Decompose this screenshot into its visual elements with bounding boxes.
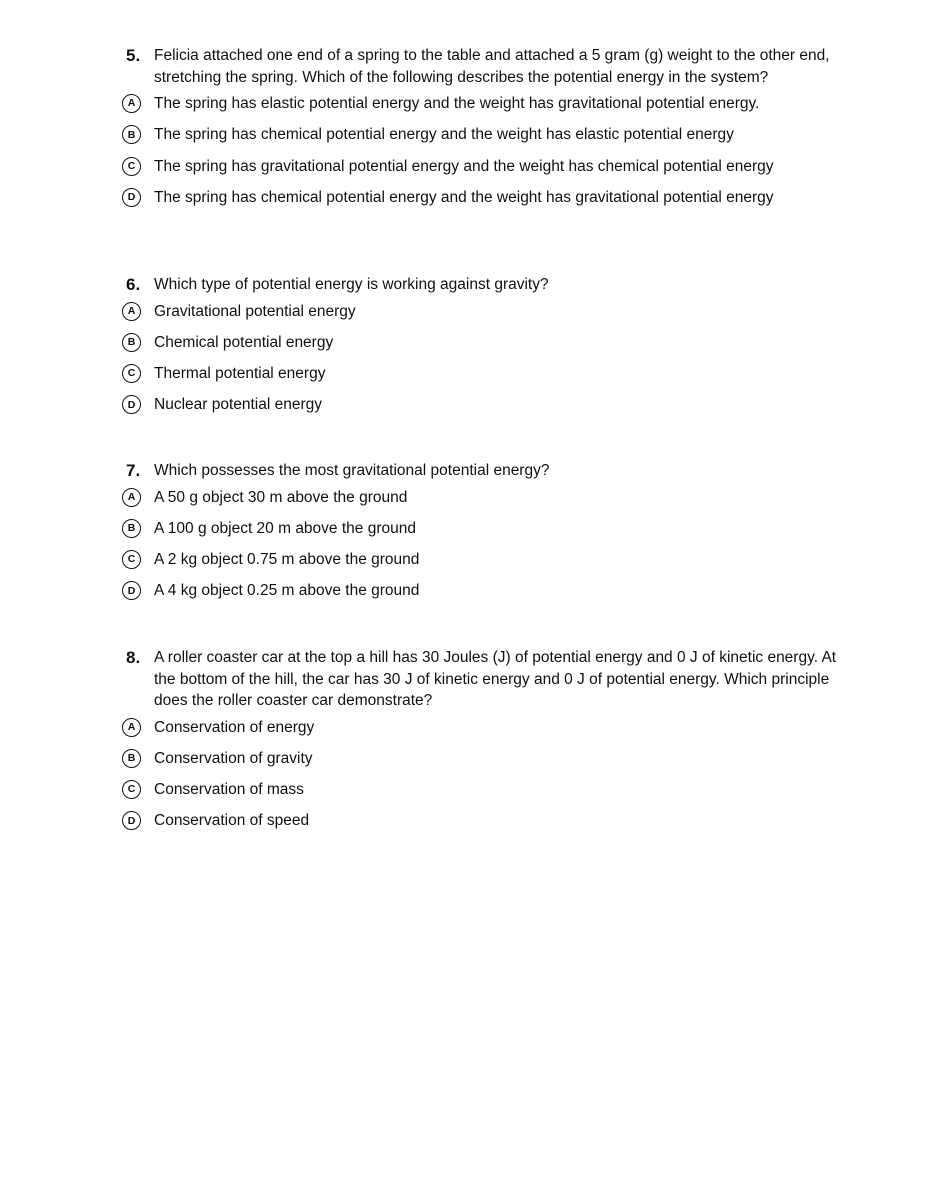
question-text: Felicia attached one end of a spring to the table and attached a 5 gram (g) weight to the other end, stretching the spring. Which of the following describes the potential energy in the system? [154, 47, 830, 86]
question-stem [120, 274, 840, 296]
choice-text: A 2 kg object 0.75 m above the ground [154, 551, 420, 569]
choice-letter-circle[interactable]: D [122, 395, 141, 414]
choice-letter-circle[interactable]: B [122, 125, 141, 144]
question-stem [120, 647, 840, 712]
choice-text: A 4 kg object 0.25 m above the ground [154, 582, 420, 600]
answer-choice-a[interactable] [120, 717, 840, 748]
question-5 [120, 45, 840, 218]
choice-text: The spring has gravitational potential energy and the weight has chemical potential energy [154, 157, 774, 175]
answer-choice-b[interactable] [120, 518, 840, 549]
question-stem [120, 45, 840, 88]
question-7 [120, 460, 840, 612]
answer-choice-d[interactable] [120, 810, 840, 841]
answer-choice-a[interactable] [120, 301, 840, 332]
answer-choice-c[interactable] [120, 363, 840, 394]
choice-letter-circle[interactable]: D [122, 188, 141, 207]
choice-text: The spring has chemical potential energy and the weight has elastic potential energy [154, 126, 734, 144]
choice-letter-circle[interactable]: C [122, 780, 141, 799]
choice-text: Nuclear potential energy [154, 396, 323, 414]
answer-choice-d[interactable] [120, 394, 840, 425]
question-8 [120, 647, 840, 842]
choice-text: Chemical potential energy [154, 333, 334, 351]
answer-choice-c[interactable] [120, 156, 840, 187]
choice-text: The spring has chemical potential energy and the weight has gravitational potential energy [154, 188, 774, 206]
choice-text: A 100 g object 20 m above the ground [154, 519, 416, 537]
choice-letter-circle[interactable]: C [122, 157, 141, 176]
choice-letter-circle[interactable]: B [122, 519, 141, 538]
choice-letter-circle[interactable]: B [122, 749, 141, 768]
choice-text: Thermal potential energy [154, 365, 326, 383]
choice-letter-circle[interactable]: A [122, 718, 141, 737]
choice-text: A 50 g object 30 m above the ground [154, 488, 408, 506]
question-text: Which possesses the most gravitational potential energy? [154, 462, 550, 479]
choice-text: Conservation of speed [154, 812, 310, 830]
answer-choice-d[interactable] [120, 187, 840, 218]
choice-letter-circle[interactable]: A [122, 302, 141, 321]
choice-letter-circle[interactable]: C [122, 364, 141, 383]
choice-letter-circle[interactable]: C [122, 550, 141, 569]
choice-text: Conservation of mass [154, 781, 304, 799]
choice-letter-circle[interactable]: A [122, 488, 141, 507]
answer-choice-a[interactable] [120, 487, 840, 518]
answer-choice-a[interactable] [120, 93, 840, 124]
question-text: A roller coaster car at the top a hill has 30 Joules (J) of potential energy and 0 J of kinetic energy. At the bottom of the hill, the car has 30 J of kinetic energy and 0 J of potential energy. Which principle does the roller coaster car demonstrate? [154, 649, 837, 709]
choice-letter-circle[interactable]: A [122, 94, 141, 113]
question-number: 8. [126, 648, 141, 667]
answer-choice-b[interactable] [120, 124, 840, 155]
answer-choice-b[interactable] [120, 748, 840, 779]
question-stem [120, 460, 840, 482]
question-6 [120, 274, 840, 426]
answer-choice-c[interactable] [120, 779, 840, 810]
question-number: 7. [126, 461, 141, 480]
choice-text: Conservation of energy [154, 718, 315, 736]
choice-letter-circle[interactable]: D [122, 811, 141, 830]
choice-letter-circle[interactable]: B [122, 333, 141, 352]
choice-text: Conservation of gravity [154, 749, 313, 767]
question-number: 5. [126, 46, 141, 65]
choice-text: The spring has elastic potential energy and the weight has gravitational potential energy. [154, 95, 760, 112]
choice-text: Gravitational potential energy [154, 302, 356, 320]
question-text: Which type of potential energy is working against gravity? [154, 276, 549, 293]
answer-choice-d[interactable] [120, 580, 840, 611]
answer-choice-b[interactable] [120, 332, 840, 363]
question-number: 6. [126, 275, 141, 294]
answer-choice-c[interactable] [120, 549, 840, 580]
choice-letter-circle[interactable]: D [122, 581, 141, 600]
